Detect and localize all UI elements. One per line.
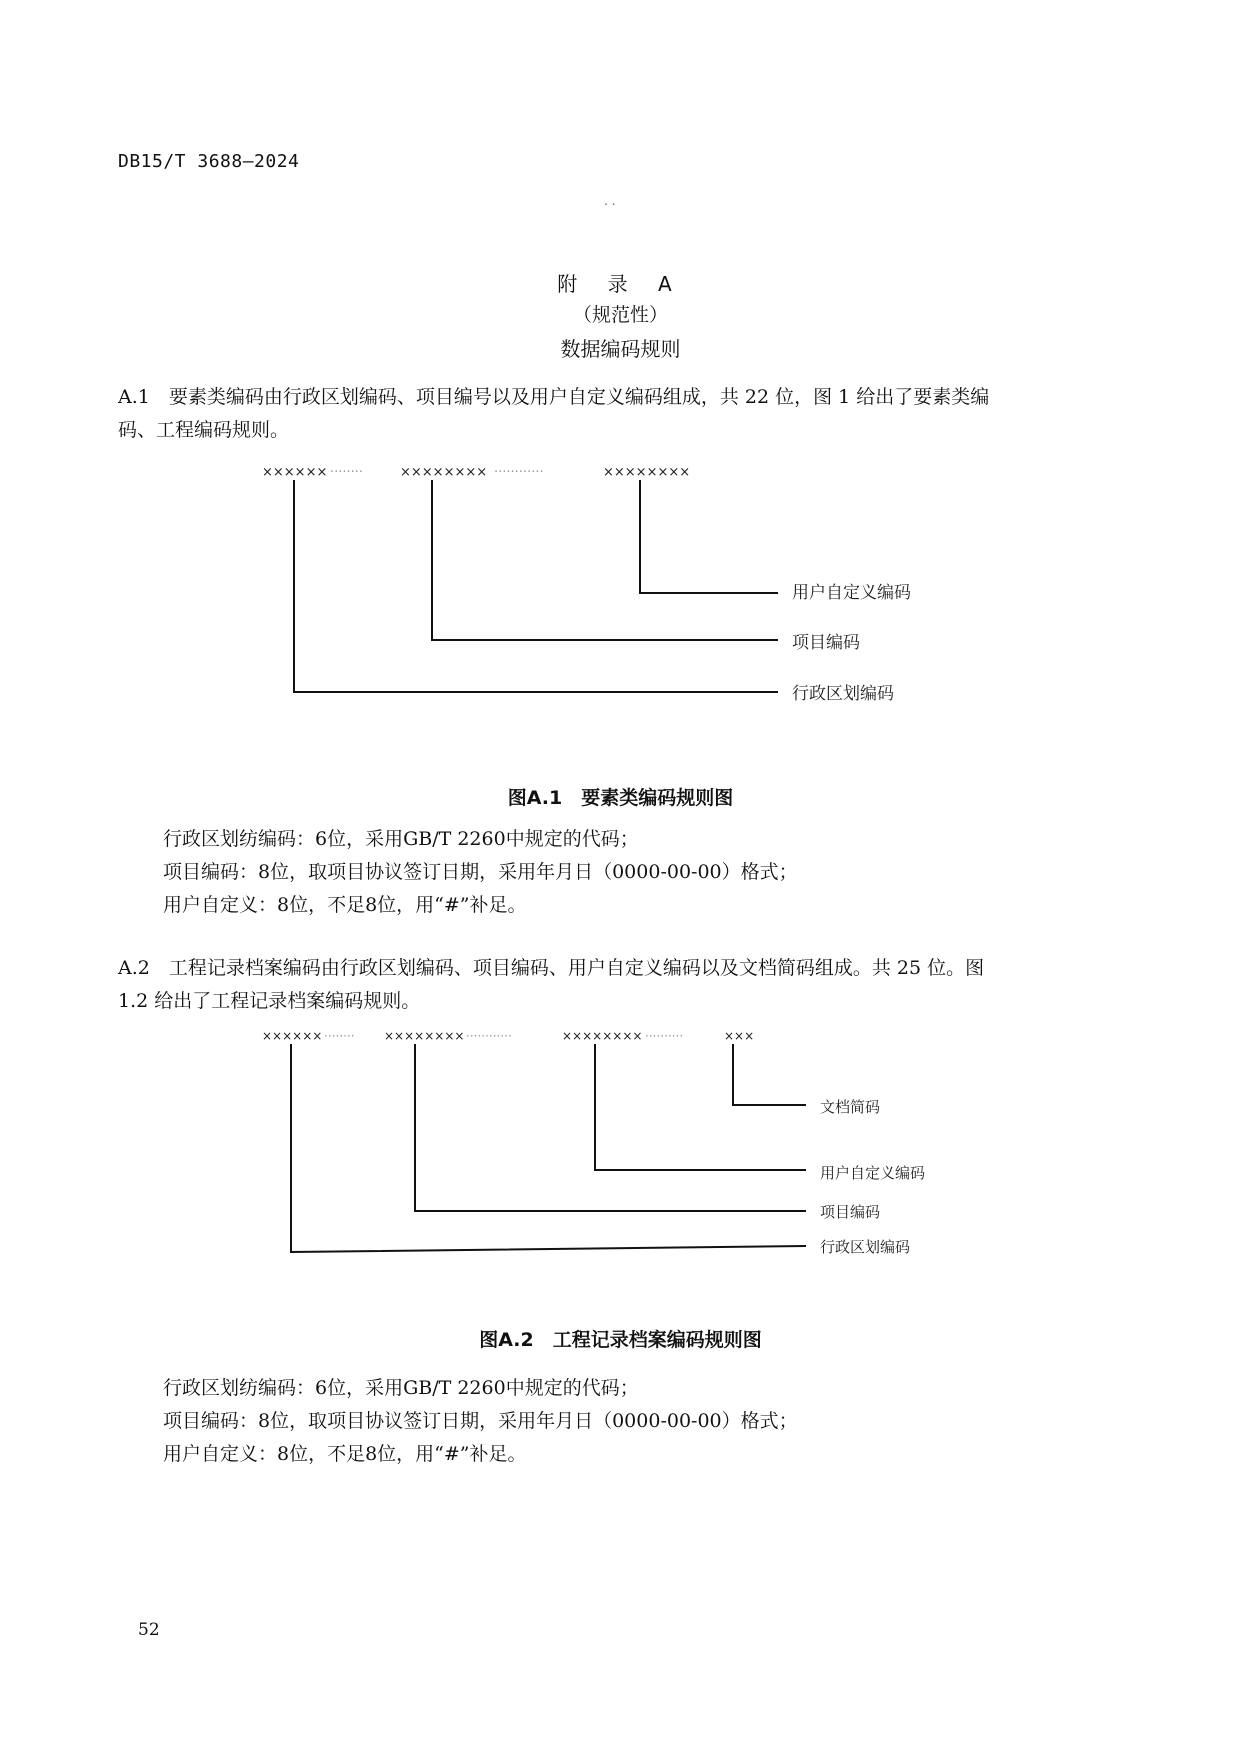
section-a1-line2: 码、工程编码规则。 (118, 419, 290, 441)
fig1-dots-1: ········ (330, 465, 364, 480)
fig2-code-group-2: ×××××××× (384, 1029, 465, 1043)
decorative-dots: . . (604, 194, 616, 208)
section-a2-text (118, 952, 984, 1018)
fig1-label-project: 项目编码 (792, 633, 860, 653)
note2-item-1: 行政区划纺编码：6位，采用GB/T 2260中规定的代码； (163, 1377, 639, 1399)
fig1-line-user (640, 480, 778, 593)
page-number: 52 (138, 1620, 160, 1640)
note2-item-2: 项目编码：8位，取项目协议签订日期，采用年月日（0000-00-00）格式； (163, 1410, 798, 1432)
note2-item-3: 用户自定义：8位，不足8位，用“#”补足。 (163, 1443, 527, 1465)
fig1-line-project (432, 480, 778, 640)
figure1-caption: 图A.1 要素类编码规则图 (507, 787, 734, 809)
appendix-subtitle: （规范性） (572, 304, 668, 326)
fig2-line-region (291, 1044, 806, 1252)
fig1-label-region: 行政区划编码 (792, 684, 894, 704)
fig1-code-group-2: ×××××××× (400, 465, 488, 480)
figure2-caption: 图A.2 工程记录档案编码规则图 (479, 1329, 762, 1351)
fig2-dots-1: ········ (324, 1029, 355, 1043)
fig2-code-group-1: ×××××× (262, 1029, 323, 1043)
fig1-code-group-1: ×××××× (262, 465, 328, 480)
fig2-code-group-3: ×××××××× (562, 1029, 643, 1043)
fig2-label-doc: 文档简码 (820, 1098, 881, 1116)
note1-item-2: 项目编码：8位，取项目协议签订日期，采用年月日（0000-00-00）格式； (163, 861, 798, 883)
fig2-line-project (415, 1044, 806, 1211)
fig2-dots-3: ·········· (645, 1029, 684, 1043)
appendix-title: 附 录 A (557, 272, 684, 296)
note1-item-1: 行政区划纺编码：6位，采用GB/T 2260中规定的代码； (163, 828, 639, 850)
fig2-label-project: 项目编码 (820, 1203, 881, 1221)
fig2-line-doc (733, 1044, 806, 1105)
fig2-code-group-4: ××× (724, 1029, 755, 1043)
fig1-dots-2: ············ (494, 465, 544, 480)
appendix-heading: 数据编码规则 (560, 337, 681, 361)
fig1-line-region (294, 480, 778, 692)
fig2-line-user (595, 1044, 806, 1170)
note1-item-3: 用户自定义：8位，不足8位，用“#”补足。 (163, 894, 527, 916)
document-code: DB15/T 3688—2024 (118, 151, 300, 172)
fig2-dots-2: ············ (466, 1029, 512, 1043)
section-a1-line1: A.1 要素类编码由行政区划编码、项目编号以及用户自定义编码组成，共 22 位，图 1 给出了要素类编 (118, 386, 990, 408)
fig2-label-region: 行政区划编码 (820, 1238, 911, 1256)
section-a2-line1: A.2 工程记录档案编码由行政区划编码、项目编码、用户自定义编码以及文档简码组成。共 25 位。图 (118, 957, 985, 979)
section-a2-line2: 1.2 给出了工程记录档案编码规则。 (118, 990, 421, 1012)
fig1-code-group-3: ×××××××× (603, 465, 691, 480)
fig1-label-user: 用户自定义编码 (792, 583, 911, 603)
fig2-label-user: 用户自定义编码 (820, 1164, 926, 1182)
